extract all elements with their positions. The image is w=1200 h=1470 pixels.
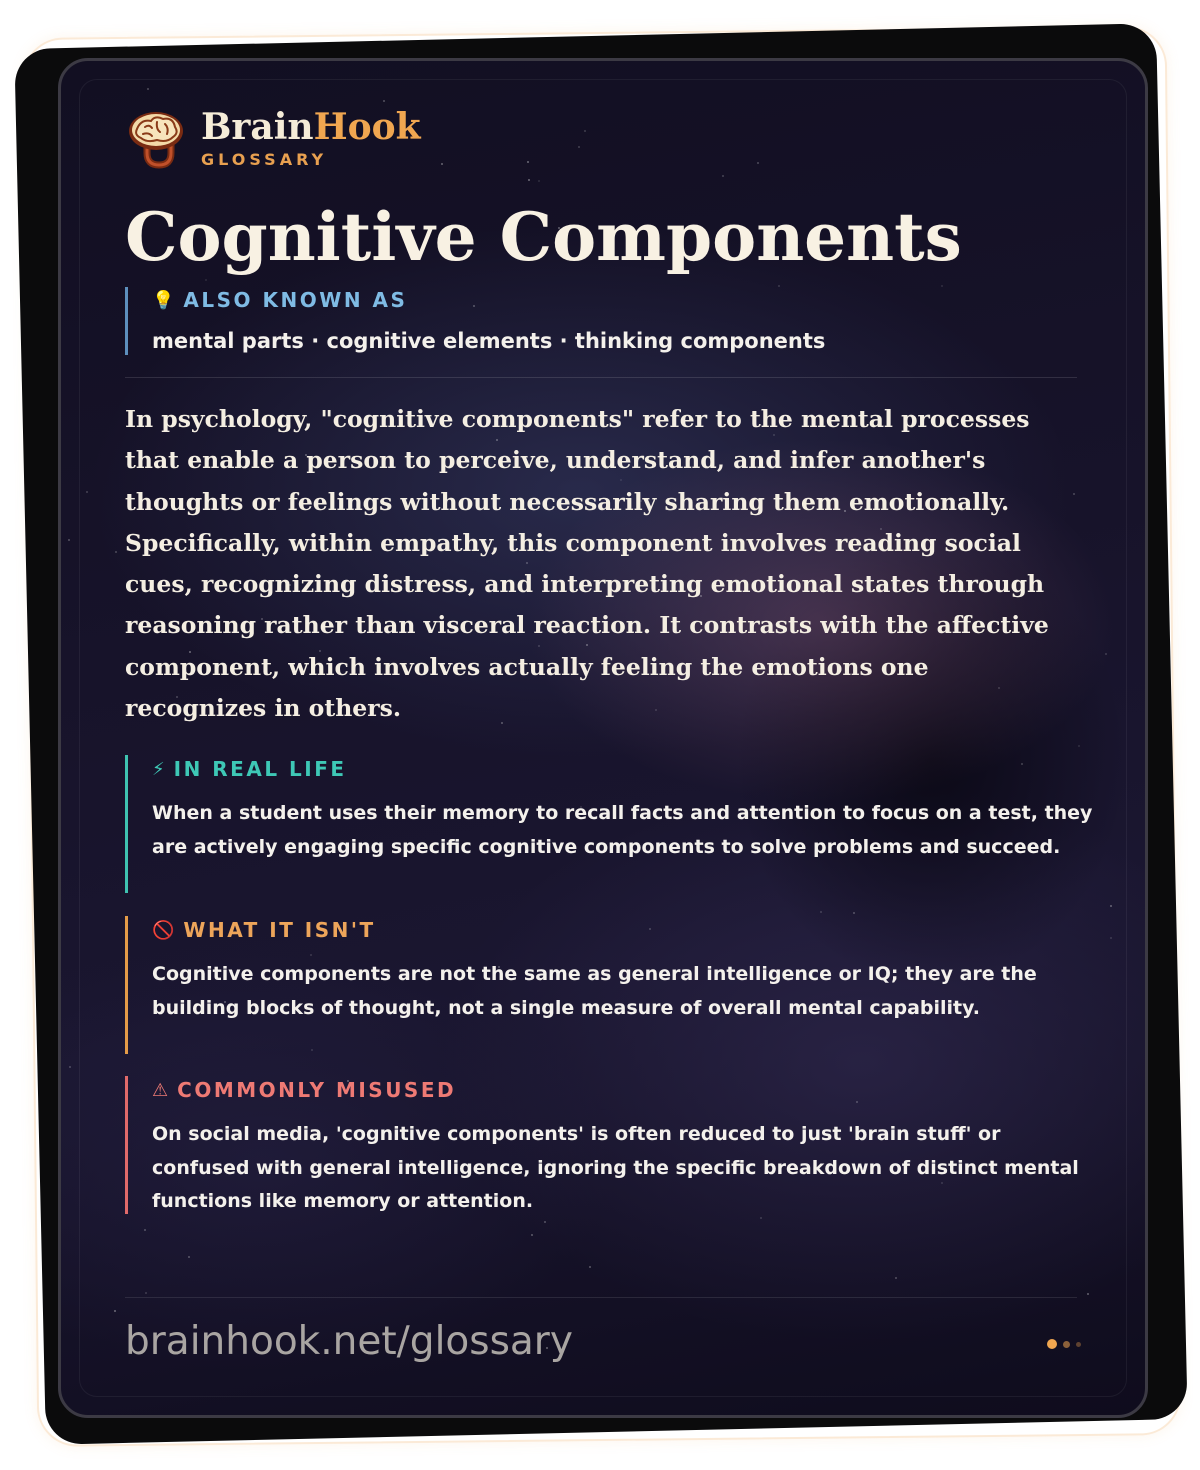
what-it-isnt-text: Cognitive components are not the same as general intelligence or IQ; they are the building blocks of thought, not a single measure of overall mental capability. [152, 963, 1037, 1019]
star-dot [147, 88, 149, 90]
commonly-misused-label: COMMONLY MISUSED [177, 1078, 457, 1102]
star-dot [86, 491, 88, 493]
star-dot [114, 1310, 116, 1312]
lightbulb-icon: 💡 [152, 289, 175, 311]
star-dot [757, 162, 759, 164]
star-dot [441, 163, 443, 165]
star-dot [820, 911, 822, 913]
also-known-as-heading [152, 287, 1102, 313]
star-dot [383, 100, 385, 102]
definition-text: In psychology, "cognitive components" refer to the mental processes that enable a person to perceive, understand, and infer another's thoughts or feelings without necessarily sharing them emotionally. Specifically, within empathy, this component involves reading social cues, recognizing distress, and interpreting emotional states through reasoning rather than visceral reaction. It contrasts with the affective component, which involves actually feeling the emotions one recognizes in others. [125, 405, 1049, 723]
in-real-life-label: IN REAL LIFE [173, 757, 347, 781]
star-dot [538, 180, 540, 182]
pagination-dot-active [1047, 1339, 1057, 1349]
brand-name [201, 105, 421, 148]
star-dot [144, 1229, 146, 1231]
star-dot [145, 1292, 147, 1294]
star-dot [531, 1234, 533, 1236]
what-it-isnt-label: WHAT IT ISN'T [183, 918, 376, 942]
in-real-life-text: When a student uses their memory to recall facts and attention to focus on a test, they are actively engaging specific cognitive components to solve problems and succeed. [152, 802, 1093, 858]
star-dot [853, 912, 855, 914]
what-it-isnt-section [125, 916, 1102, 1054]
star-dot [895, 1277, 897, 1279]
lightning-icon: ⚡ [152, 758, 165, 780]
section-divider [125, 377, 1077, 378]
star-dot [528, 179, 530, 181]
star-dot [1110, 905, 1112, 907]
star-dot [205, 279, 207, 281]
star-dot [1078, 745, 1080, 747]
footer-url-link[interactable]: brainhook.net/glossary [125, 1319, 573, 1364]
brand-name-hook: Hook [313, 105, 421, 148]
star-dot [188, 1256, 190, 1258]
star-dot [115, 551, 117, 553]
star-dot [544, 1221, 546, 1223]
pagination-dots [1041, 1339, 1081, 1349]
warning-icon: ⚠ [152, 1079, 169, 1101]
star-dot [68, 539, 70, 541]
also-known-as-text: mental parts · cognitive elements · thinking components [152, 329, 826, 353]
star-dot [69, 1066, 71, 1068]
star-dot [578, 146, 580, 148]
star-dot [527, 161, 529, 163]
brain-hook-logo-icon [125, 107, 187, 169]
glossary-card [58, 58, 1148, 1418]
term-title: Cognitive Components [125, 198, 962, 276]
pagination-dot [1063, 1341, 1070, 1348]
pagination-dot [1076, 1342, 1081, 1347]
commonly-misused-text: On social media, 'cognitive components' is often reduced to just 'brain stuff' or confused with general intelligence, ignoring the specific breakdown of distinct mental functions like memory or attention. [152, 1123, 1079, 1212]
star-dot [1105, 653, 1107, 655]
brand-name-brain: Brain [201, 105, 314, 148]
star-dot [722, 175, 724, 177]
what-it-isnt-heading [152, 916, 1102, 944]
brand-header [125, 107, 421, 169]
also-known-as-label: ALSO KNOWN AS [183, 288, 408, 312]
in-real-life-section [125, 755, 1102, 893]
commonly-misused-section [125, 1076, 1102, 1214]
commonly-misused-heading [152, 1076, 1102, 1104]
footer-divider [125, 1297, 1077, 1298]
star-dot [589, 1266, 591, 1268]
in-real-life-heading [152, 755, 1102, 783]
also-known-as-section [125, 287, 1102, 355]
brand-subtitle: GLOSSARY [201, 149, 328, 169]
star-dot [1110, 937, 1112, 939]
star-dot [584, 130, 586, 132]
no-entry-icon: 🚫 [152, 919, 175, 941]
star-dot [1087, 1293, 1089, 1295]
